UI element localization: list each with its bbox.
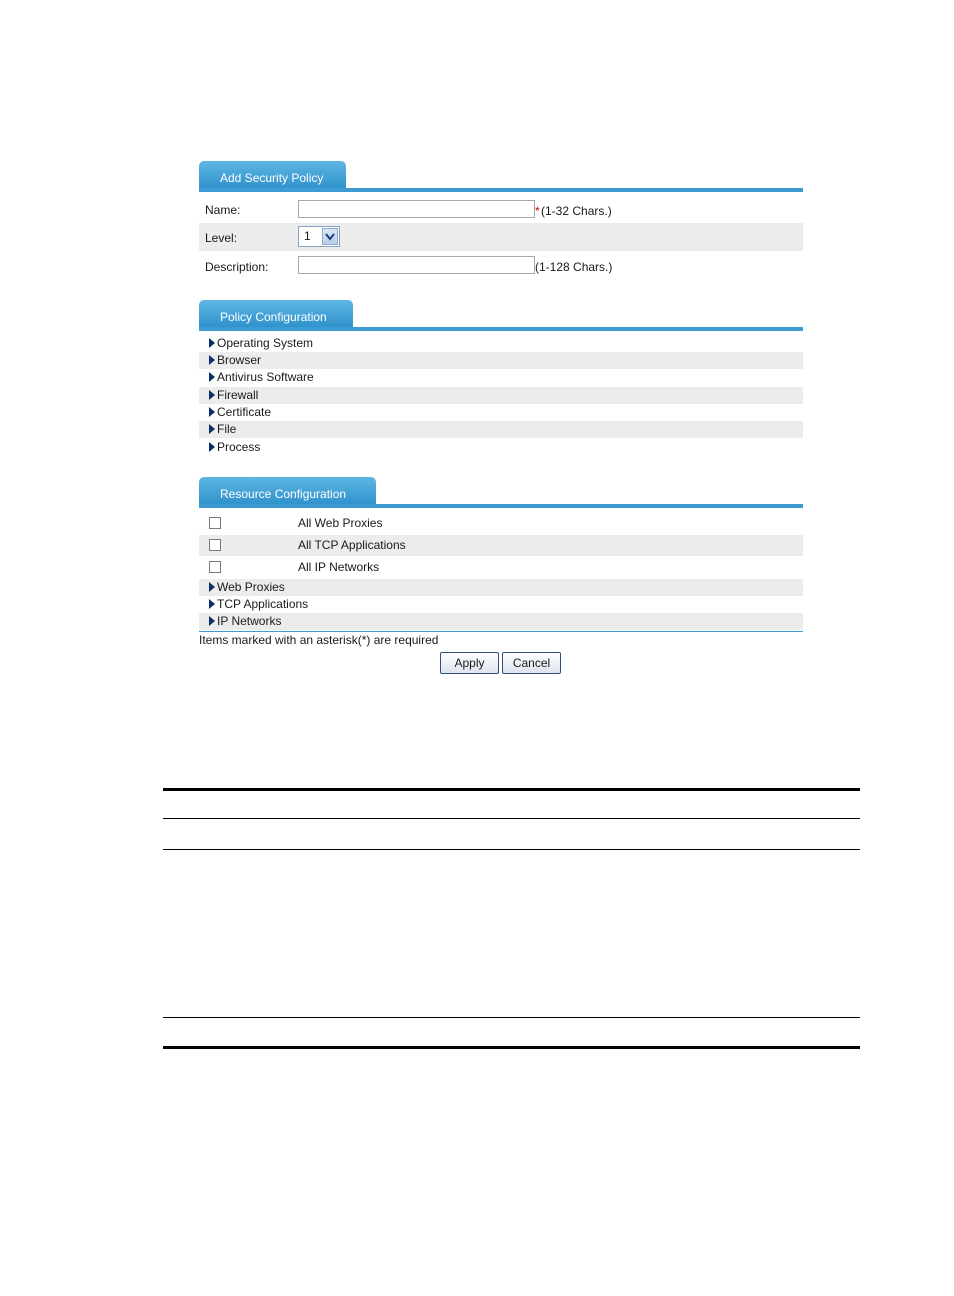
expand-arrow-icon[interactable] [209, 424, 215, 434]
add-security-policy-tab: Add Security Policy [199, 161, 346, 191]
resource-item-label: IP Networks [217, 614, 282, 628]
apply-button[interactable]: Apply [440, 652, 499, 674]
resource-configuration-tab: Resource Configuration [199, 477, 376, 507]
table-bottom-rule [163, 1046, 860, 1049]
level-dropdown-button[interactable] [322, 228, 338, 245]
checkbox-label: All Web Proxies [298, 516, 383, 530]
policy-item-antivirus-software[interactable] [199, 369, 803, 386]
expand-arrow-icon[interactable] [209, 338, 215, 348]
table-row-rule [163, 849, 860, 850]
policy-item-label: Firewall [217, 388, 259, 402]
expand-arrow-icon[interactable] [209, 407, 215, 417]
policy-item-file[interactable] [199, 421, 803, 438]
description-input[interactable] [298, 256, 535, 274]
resource-checkbox-row [199, 535, 803, 556]
expand-arrow-icon[interactable] [209, 442, 215, 452]
checkbox-label: All TCP Applications [298, 538, 406, 552]
level-row [199, 223, 803, 251]
expand-arrow-icon[interactable] [209, 372, 215, 382]
table-header-rule [163, 818, 860, 819]
policy-configuration-header [199, 300, 803, 333]
resource-item-label: Web Proxies [217, 580, 285, 594]
policy-item-label: Certificate [217, 405, 272, 419]
resource-item-label: TCP Applications [217, 597, 309, 611]
table-row-rule [163, 1017, 860, 1018]
name-hint: (1-32 Chars.) [541, 204, 612, 218]
all-web-proxies-checkbox[interactable] [209, 517, 221, 529]
header-underline [199, 188, 803, 192]
policy-configuration-tab: Policy Configuration [199, 300, 353, 330]
resource-item-web-proxies[interactable] [199, 579, 803, 596]
resource-item-tcp-applications[interactable] [199, 596, 803, 613]
all-tcp-applications-checkbox[interactable] [209, 539, 221, 551]
policy-item-label: Browser [217, 353, 262, 367]
table-top-rule [163, 788, 860, 791]
resource-item-ip-networks[interactable] [199, 613, 803, 630]
description-label: Description: [205, 260, 269, 274]
all-ip-networks-checkbox[interactable] [209, 561, 221, 573]
policy-item-firewall[interactable] [199, 387, 803, 404]
policy-item-operating-system[interactable] [199, 335, 803, 352]
expand-arrow-icon[interactable] [209, 582, 215, 592]
level-select[interactable] [298, 226, 340, 247]
required-note: Items marked with an asterisk(*) are required [199, 633, 439, 647]
policy-item-label: File [217, 422, 237, 436]
resource-checkbox-row [199, 512, 803, 535]
expand-arrow-icon[interactable] [209, 599, 215, 609]
add-security-policy-header [199, 161, 803, 194]
chevron-down-icon [323, 229, 337, 244]
cancel-button[interactable]: Cancel [502, 652, 561, 674]
expand-arrow-icon[interactable] [209, 390, 215, 400]
level-value: 1 [304, 229, 311, 243]
policy-item-process[interactable] [199, 439, 803, 456]
policy-item-label: Antivirus Software [217, 370, 314, 384]
name-label: Name: [205, 203, 241, 217]
form-bottom-divider [199, 631, 803, 632]
name-input[interactable] [298, 200, 535, 218]
policy-item-label: Process [217, 440, 261, 454]
resource-checkbox-row [199, 556, 803, 579]
description-hint: (1-128 Chars.) [535, 260, 613, 274]
resource-configuration-header [199, 477, 803, 510]
level-label: Level: [205, 231, 238, 245]
expand-arrow-icon[interactable] [209, 355, 215, 365]
policy-item-browser[interactable] [199, 352, 803, 369]
policy-item-certificate[interactable] [199, 404, 803, 421]
required-asterisk: * [535, 204, 540, 218]
checkbox-label: All IP Networks [298, 560, 380, 574]
policy-item-label: Operating System [217, 336, 314, 350]
header-underline [199, 504, 803, 508]
header-underline [199, 327, 803, 331]
expand-arrow-icon[interactable] [209, 616, 215, 626]
